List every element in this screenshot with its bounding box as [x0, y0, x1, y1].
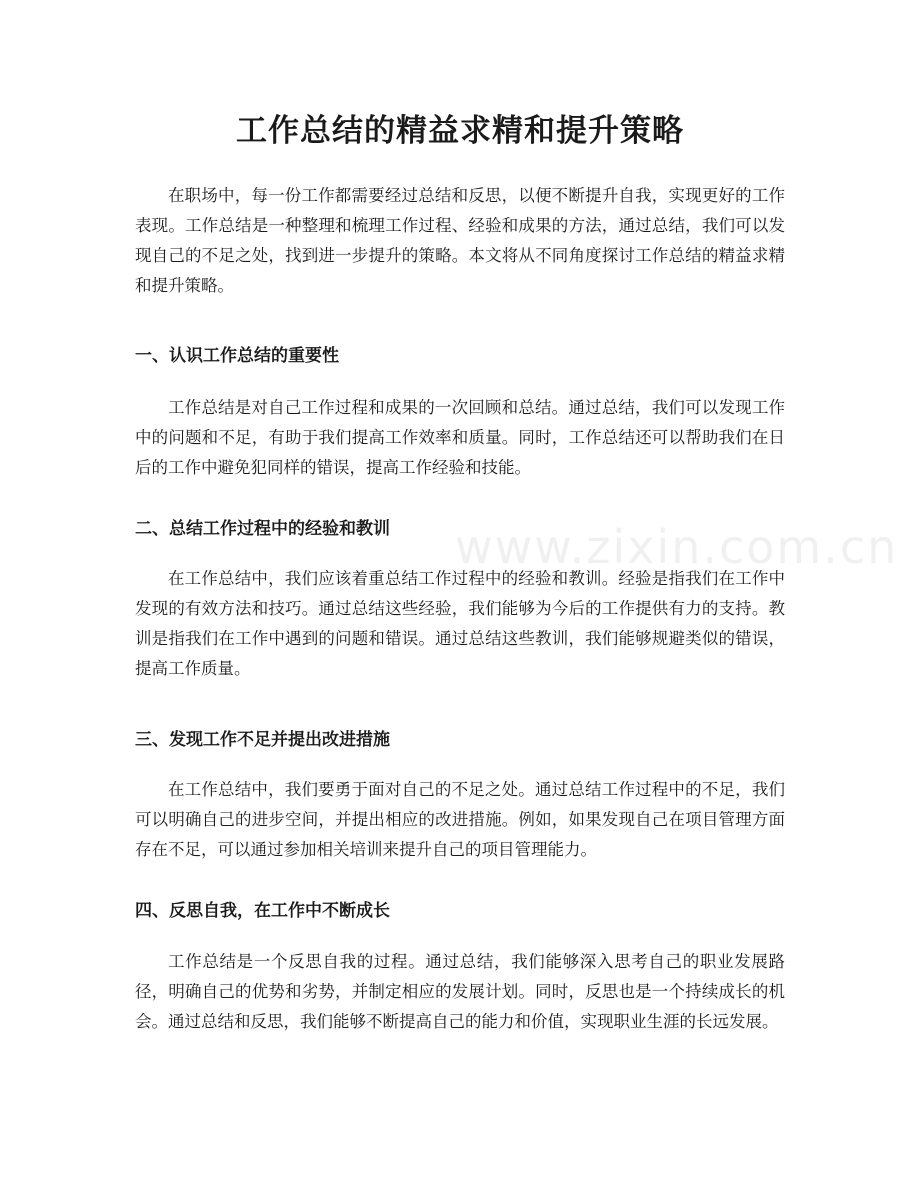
- section-2-body: 在工作总结中，我们应该着重总结工作过程中的经验和教训。经验是指我们在工作中发现的有效方法和技巧。通过总结这些经验，我们能够为今后的工作提供有力的支持。教训是指我们在工作中遇到的问题和错误。通过总结这些教训，我们能够规避类似的错误，提高工作质量。: [135, 569, 785, 678]
- watermark: www.zixin.com.cn: [455, 520, 899, 574]
- section-4-heading: 四、反思自我，在工作中不断成长: [135, 901, 390, 921]
- section-1-body: 工作总结是对自己工作过程和成果的一次回顾和总结。通过总结，我们可以发现工作中的问题和不足，有助于我们提高工作效率和质量。同时，工作总结还可以帮助我们在日后的工作中避免犯同样的错误，提高工作经验和技能。: [135, 398, 785, 477]
- section-4-body: 工作总结是一个反思自我的过程。通过总结，我们能够深入思考自己的职业发展路径，明确自己的优势和劣势，并制定相应的发展计划。同时，反思也是一个持续成长的机会。通过总结和反思，我们能够不断提高自己的能力和价值，实现职业生涯的长远发展。: [135, 952, 785, 1031]
- section-3-body: 在工作总结中，我们要勇于面对自己的不足之处。通过总结工作过程中的不足，我们可以明确自己的进步空间，并提出相应的改进措施。例如，如果发现自己在项目管理方面存在不足，可以通过参加相关培训来提升自己的项目管理能力。: [135, 780, 785, 859]
- section-1-heading: 一、认识工作总结的重要性: [135, 346, 339, 366]
- intro-paragraph: 在职场中，每一份工作都需要经过总结和反思，以便不断提升自我，实现更好的工作表现。工作总结是一种整理和梳理工作过程、经验和成果的方法，通过总结，我们可以发现自己的不足之处，找到进一步提升的策略。本文将从不同角度探讨工作总结的精益求精和提升策略。: [135, 186, 785, 295]
- section-2-heading: 二、总结工作过程中的经验和教训: [135, 519, 390, 539]
- page-title: 工作总结的精益求精和提升策略: [236, 113, 684, 149]
- section-3-heading: 三、发现工作不足并提出改进措施: [135, 730, 390, 750]
